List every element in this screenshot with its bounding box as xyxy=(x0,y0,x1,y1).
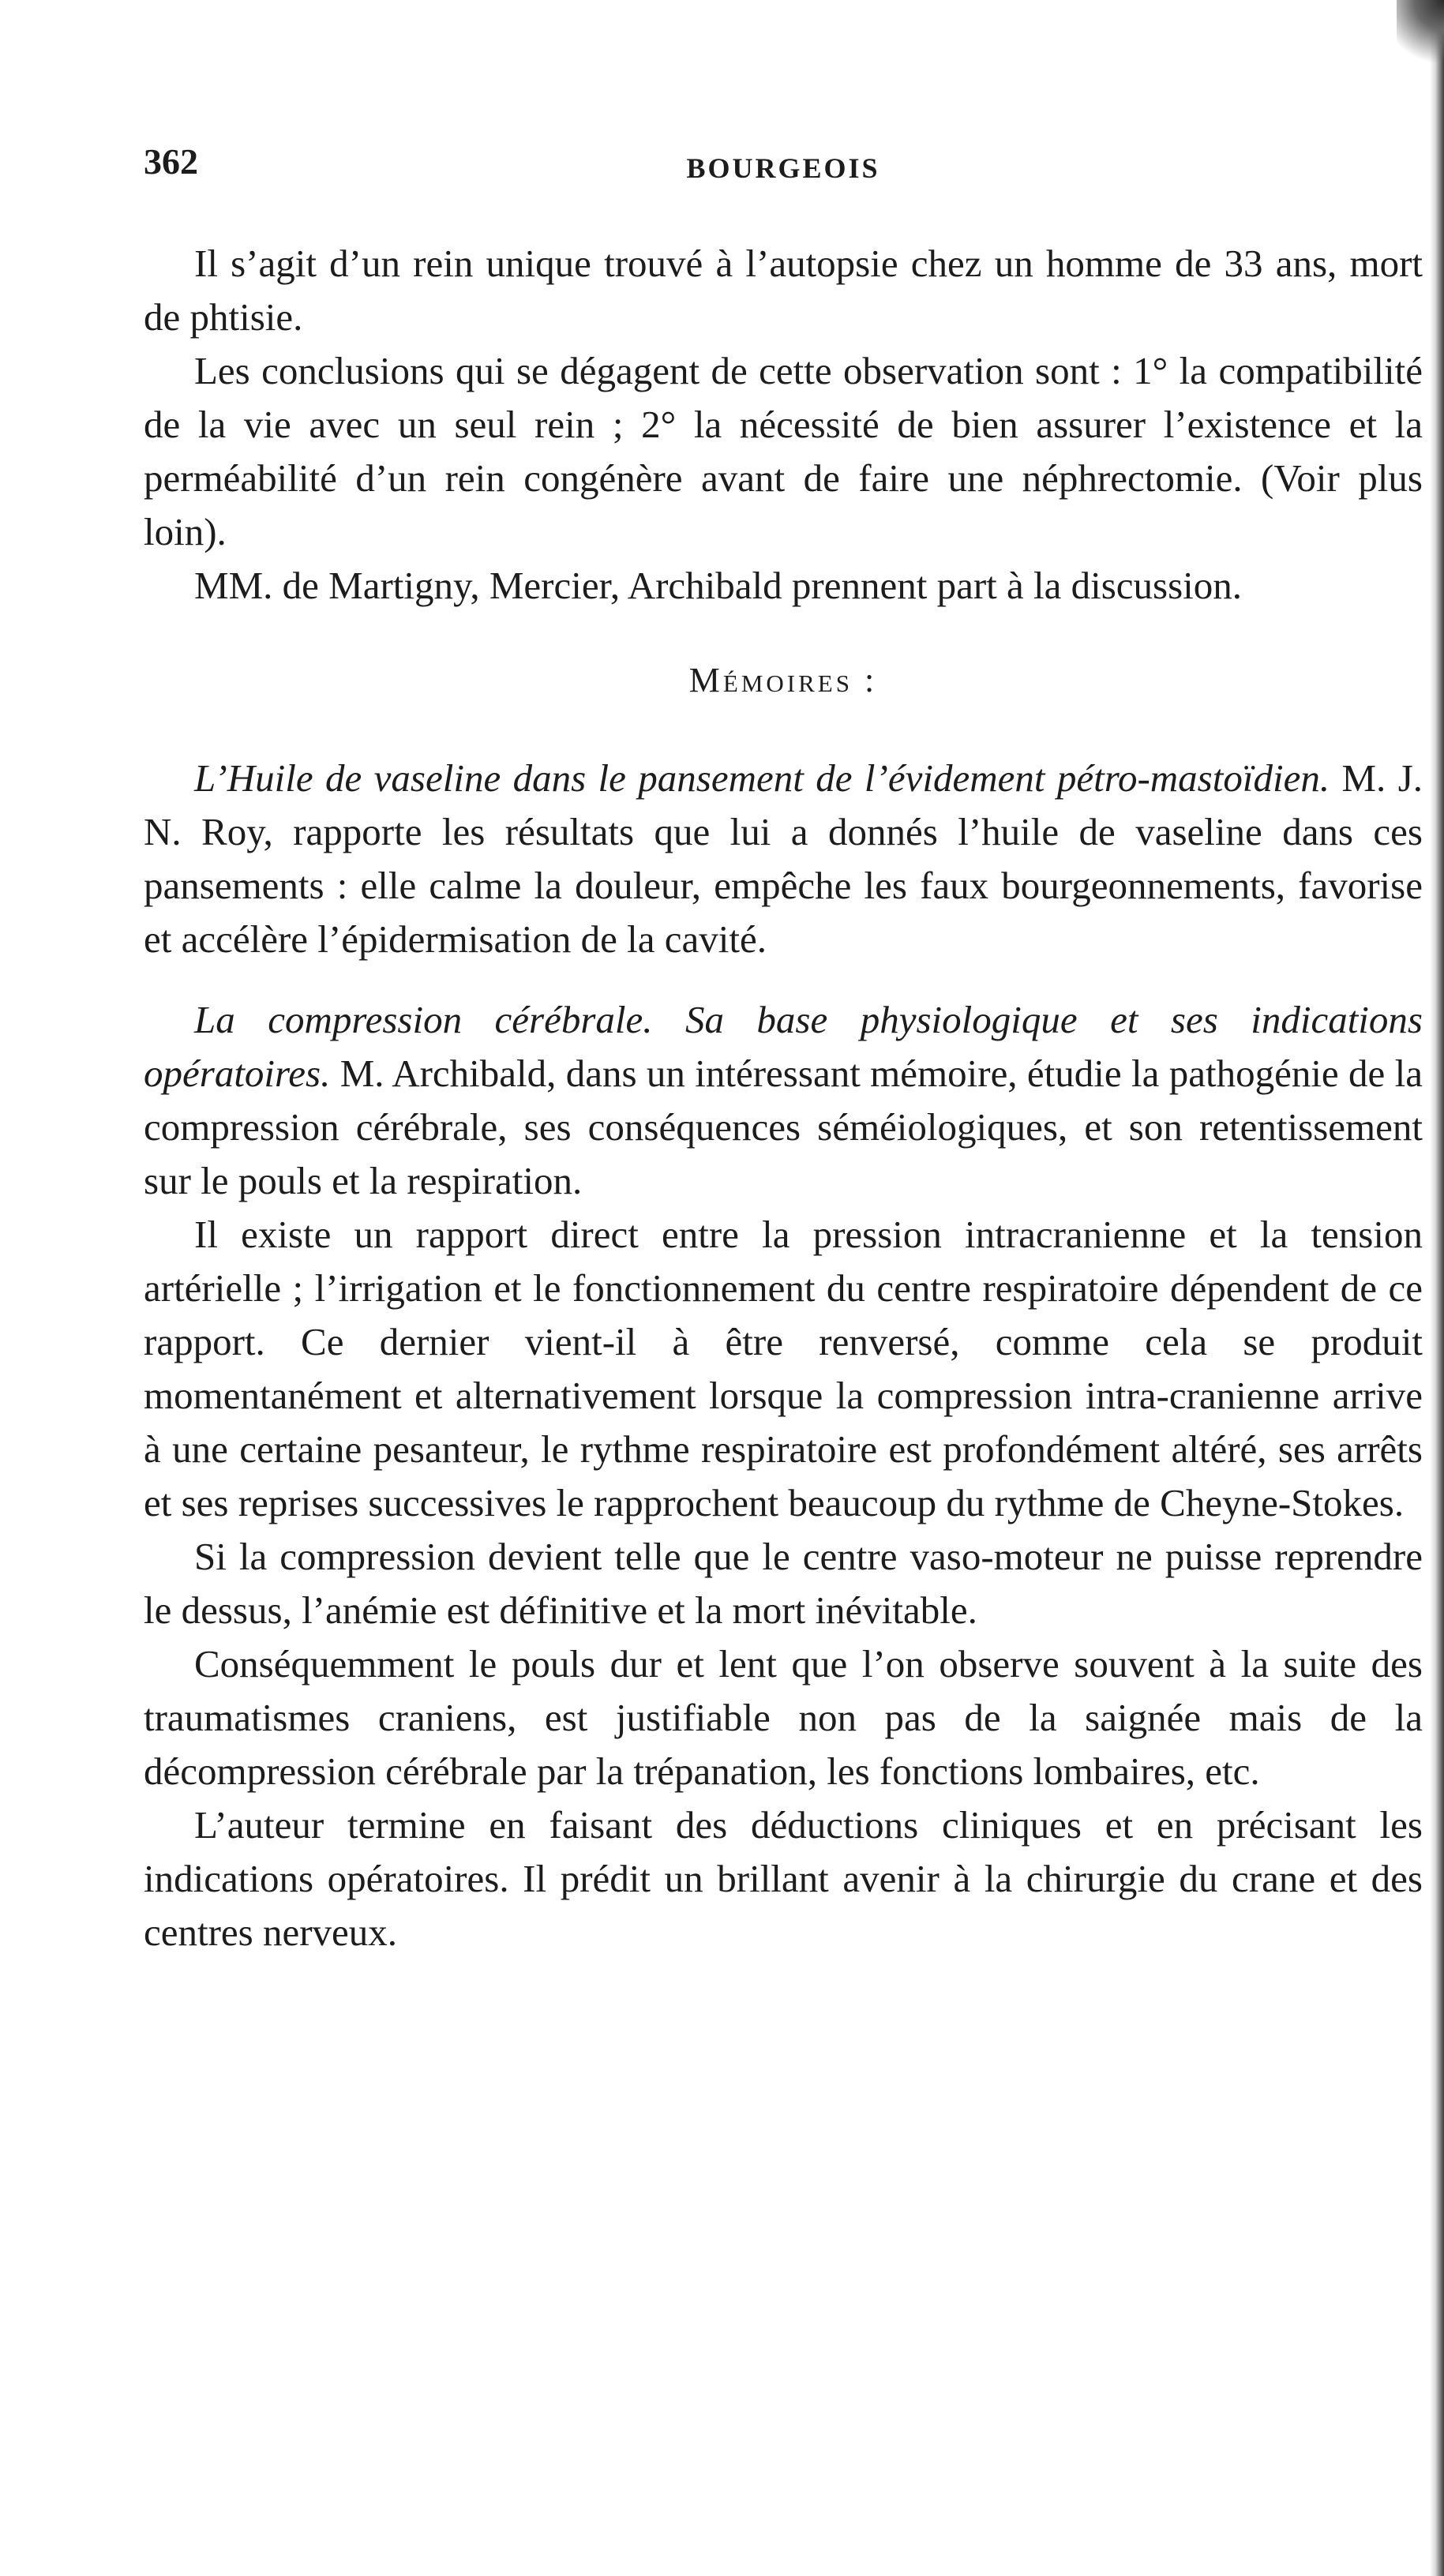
running-head: BOURGEOIS xyxy=(686,152,880,184)
paragraph-pressure: Il existe un rapport direct entre la pression intracranienne et la tension artérielle ; l’irrigation et le fonctionnement du centre respiratoire dépendent de ce rapport. Ce dernier vient-il à être renversé, comme cela se produit momentanément et alternativement lorsque la compression intra-cranienne arrive à une certaine pesanteur, le rythme respiratoire est profondément altéré, ses arrêts et ses reprises successives le rapprochent beaucoup du rythme de Cheyne-Stokes. xyxy=(144,1213,1423,1524)
paragraph-conclusions: Les conclusions qui se dégagent de cette observation sont : 1° la compatibilité de la vie avec un seul rein ; 2° la nécessité de bien assurer l’existence et la perméabilité d’un rein congénère avant de faire une néphrectomie. (Voir plus loin). xyxy=(144,349,1423,553)
paragraph-author-conclusion: L’auteur termine en faisant des déductions cliniques et en précisant les indications opératoires. Il prédit un brillant avenir à la chirurgie du crane et des centres nerveux. xyxy=(144,1803,1423,1954)
paragraph-pulse: Conséquemment le pouls dur et lent que l’on observe souvent à la suite des traumatismes craniens, est justifiable non pas de la saignée mais de la décompression cérébrale par la trépanation, les fonctions lombaires, etc. xyxy=(144,1642,1423,1793)
page-body xyxy=(144,237,1423,1959)
memoir-compression xyxy=(144,993,1423,1208)
scan-edge-shadow xyxy=(1430,0,1444,2576)
memoir-compression-title: La compression cérébrale. Sa base physiologique et ses indications opératoires. xyxy=(144,998,1423,1095)
paragraph-single-kidney: Il s’agit d’un rein unique trouvé à l’autopsie chez un homme de 33 ans, mort de phtisie. xyxy=(144,242,1423,339)
page-number: 362 xyxy=(144,141,198,182)
page-header xyxy=(144,141,1423,196)
memoir-vaseline xyxy=(144,752,1423,966)
memoir-compression-text: M. Archibald, dans un intéressant mémoire, étudie la pathogénie de la compression cérébrale, ses conséquences séméiologiques, et son retentissement sur le pouls et la respiration. xyxy=(144,1052,1423,1202)
paragraph-vasomotor: Si la compression devient telle que le centre vaso-moteur ne puisse reprendre le dessus, l’anémie est définitive et la mort inévitable. xyxy=(144,1535,1423,1632)
memoir-vaseline-title: L’Huile de vaseline dans le pansement de l’évidement pétro-mastoïdien. xyxy=(194,756,1330,800)
paragraph-discussion: MM. de Martigny, Mercier, Archibald prennent part à la discussion. xyxy=(194,564,1243,607)
scan-corner-shadow xyxy=(1397,0,1444,71)
section-heading-memoires: Mémoires : xyxy=(688,661,878,699)
memoir-vaseline-text: M. J. N. Roy, rapporte les résultats que lui a donnés l’huile de vaseline dans ces pansements : elle calme la douleur, empêche les faux bourgeonnements, favorise et accélère l’épidermisation de la cavité. xyxy=(144,756,1423,961)
